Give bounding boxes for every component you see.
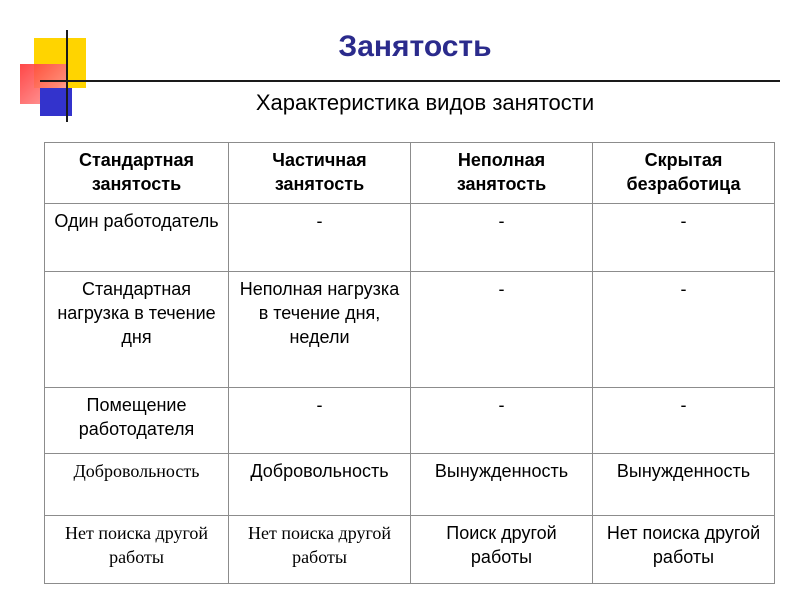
table-cell: - (593, 204, 775, 272)
table-cell: Вынужденность (411, 454, 593, 516)
table-cell: Добровольность (229, 454, 411, 516)
title-underline (40, 80, 780, 82)
table-cell: - (593, 272, 775, 388)
column-header: Неполная занятость (411, 143, 593, 204)
column-header: Стандартная занятость (45, 143, 229, 204)
table-cell: Один работодатель (45, 204, 229, 272)
column-header: Частичная занятость (229, 143, 411, 204)
table-row (45, 516, 775, 584)
table-cell: - (411, 388, 593, 454)
table-header-row (45, 143, 775, 204)
table-row (45, 204, 775, 272)
logo-vertical-line (66, 30, 68, 122)
column-header: Скрытая безработица (593, 143, 775, 204)
table-row (45, 272, 775, 388)
table-cell: Нет поиска другой работы (229, 516, 411, 584)
table-cell: Неполная нагрузка в течение дня, недели (229, 272, 411, 388)
table-row (45, 388, 775, 454)
table-cell: Помещение работодателя (45, 388, 229, 454)
table-row (45, 454, 775, 516)
table-cell: - (411, 272, 593, 388)
slide-subtitle: Характеристика видов занятости (255, 90, 595, 115)
table-cell: Поиск другой работы (411, 516, 593, 584)
table-cell: Вынужденность (593, 454, 775, 516)
table-cell: - (229, 388, 411, 454)
slide-title: Занятость (338, 30, 492, 63)
table-cell: Нет поиска другой работы (593, 516, 775, 584)
slide-logo-decoration (0, 0, 120, 130)
table-cell: - (593, 388, 775, 454)
table-cell: Добровольность (45, 454, 229, 516)
table-cell: Стандартная нагрузка в течение дня (45, 272, 229, 388)
table-cell: Нет поиска другой работы (45, 516, 229, 584)
table-cell: - (411, 204, 593, 272)
table-cell: - (229, 204, 411, 272)
employment-types-table (44, 142, 775, 584)
